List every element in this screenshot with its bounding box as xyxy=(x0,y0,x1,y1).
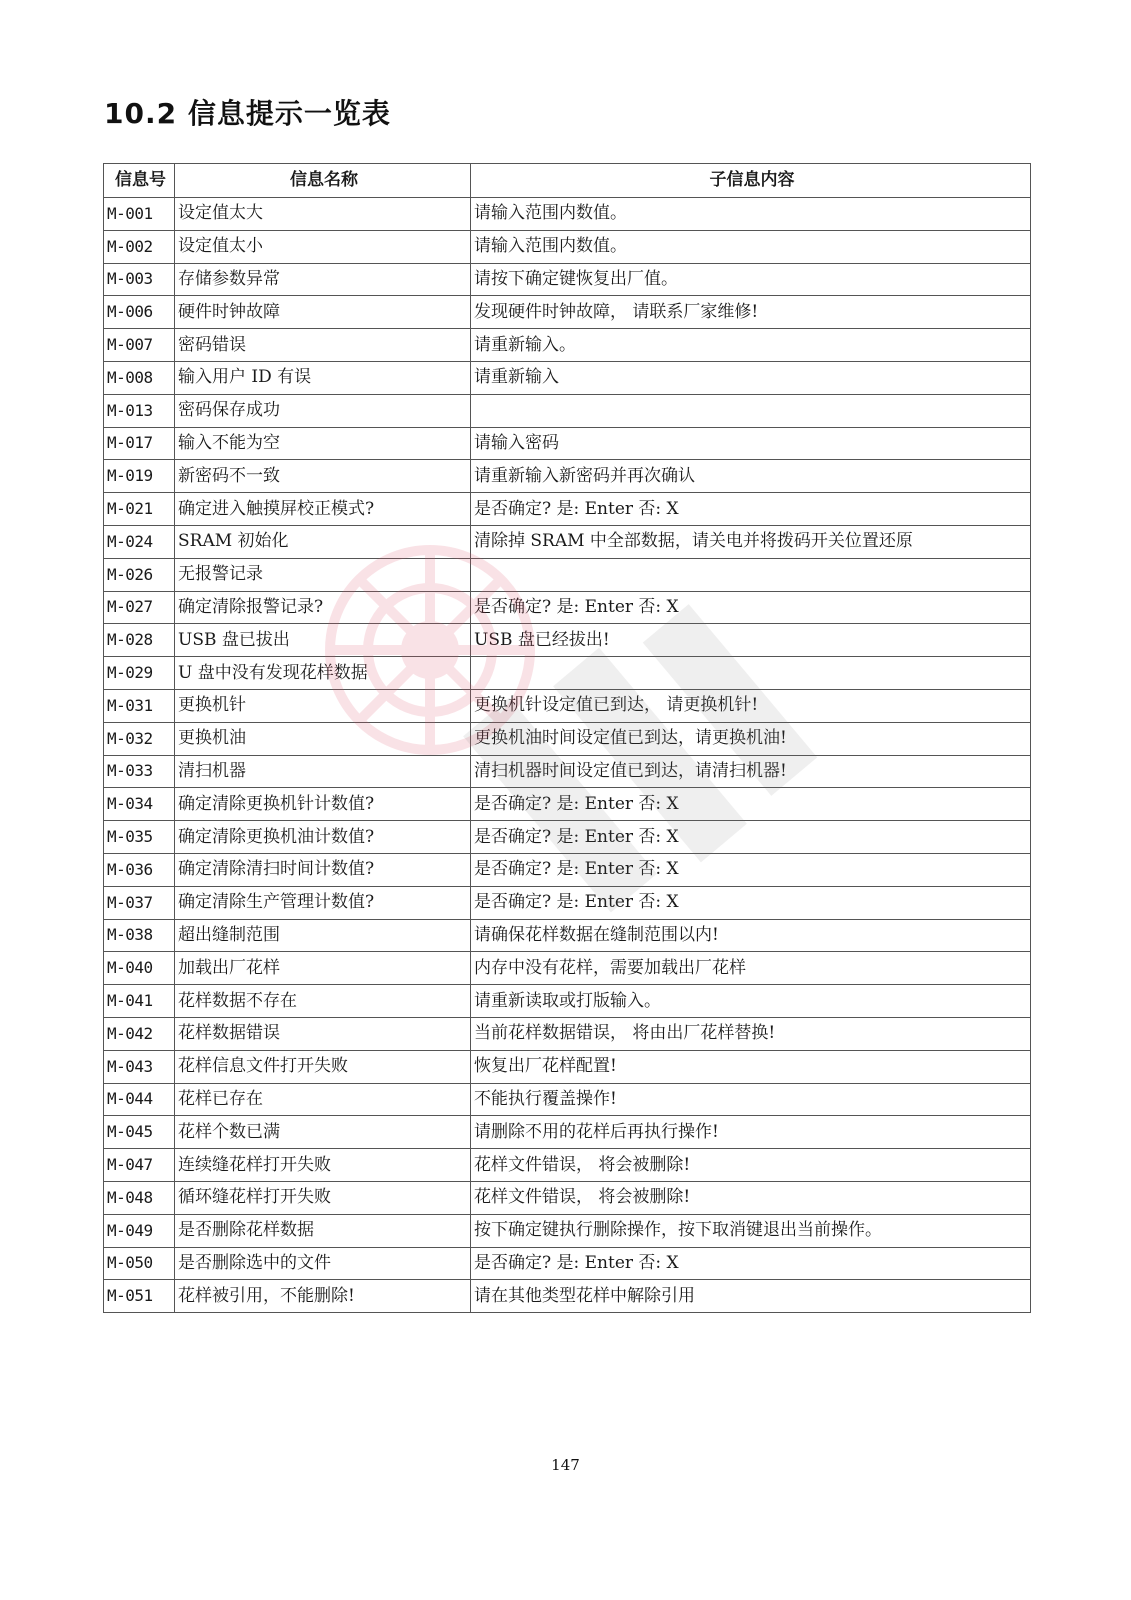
table-row xyxy=(104,263,1031,296)
sub-message-cell: 更换机针设定值已到达， 请更换机针! xyxy=(471,689,1031,722)
table-row xyxy=(104,1247,1031,1280)
header-message-code: 信息号 xyxy=(104,164,175,198)
table-row xyxy=(104,853,1031,886)
message-code-cell: M-034 xyxy=(104,788,175,821)
table-row xyxy=(104,1017,1031,1050)
message-name-cell: 花样数据错误 xyxy=(175,1017,471,1050)
section-title: 10.2 信息提示一览表 xyxy=(104,97,391,130)
sub-message-cell: 恢复出厂花样配置! xyxy=(471,1050,1031,1083)
sub-message-cell: 请重新读取或打版输入。 xyxy=(471,985,1031,1018)
sub-message-cell: 请确保花样数据在缝制范围以内! xyxy=(471,919,1031,952)
message-code-cell: M-019 xyxy=(104,460,175,493)
table-row xyxy=(104,624,1031,657)
message-code-cell: M-017 xyxy=(104,427,175,460)
message-code-cell: M-047 xyxy=(104,1149,175,1182)
message-code-cell: M-037 xyxy=(104,886,175,919)
page-number: 147 xyxy=(551,1456,580,1474)
sub-message-cell: 请删除不用的花样后再执行操作! xyxy=(471,1116,1031,1149)
sub-message-cell: 清扫机器时间设定值已到达，请清扫机器! xyxy=(471,755,1031,788)
sub-message-cell xyxy=(471,394,1031,427)
sub-message-cell: 不能执行覆盖操作! xyxy=(471,1083,1031,1116)
message-code-cell: M-033 xyxy=(104,755,175,788)
table-row xyxy=(104,198,1031,231)
table-row xyxy=(104,886,1031,919)
message-code-cell: M-032 xyxy=(104,722,175,755)
header-message-name: 信息名称 xyxy=(175,164,471,198)
message-code-cell: M-006 xyxy=(104,296,175,329)
sub-message-cell: 更换机油时间设定值已到达，请更换机油! xyxy=(471,722,1031,755)
sub-message-cell: 清除掉 SRAM 中全部数据，请关电并将拨码开关位置还原 xyxy=(471,525,1031,558)
table-row xyxy=(104,821,1031,854)
message-code-cell: M-044 xyxy=(104,1083,175,1116)
sub-message-cell: 是否确定? 是: Enter 否: X xyxy=(471,493,1031,526)
sub-message-cell: 请输入范围内数值。 xyxy=(471,198,1031,231)
table-row xyxy=(104,427,1031,460)
table-row xyxy=(104,755,1031,788)
table-row xyxy=(104,1050,1031,1083)
message-name-cell: 确定清除生产管理计数值? xyxy=(175,886,471,919)
message-name-cell: 输入用户 ID 有误 xyxy=(175,361,471,394)
message-name-cell: 确定进入触摸屏校正模式? xyxy=(175,493,471,526)
message-name-cell: 花样个数已满 xyxy=(175,1116,471,1149)
message-name-cell: 设定值太大 xyxy=(175,198,471,231)
message-code-cell: M-042 xyxy=(104,1017,175,1050)
table-row xyxy=(104,525,1031,558)
message-code-cell: M-045 xyxy=(104,1116,175,1149)
table-row xyxy=(104,1181,1031,1214)
message-name-cell: 连续缝花样打开失败 xyxy=(175,1149,471,1182)
message-code-cell: M-043 xyxy=(104,1050,175,1083)
sub-message-cell: 花样文件错误， 将会被删除! xyxy=(471,1181,1031,1214)
message-name-cell: 确定清除更换机油计数值? xyxy=(175,821,471,854)
sub-message-cell xyxy=(471,558,1031,591)
table-header-row xyxy=(104,164,1031,198)
sub-message-cell: 是否确定? 是: Enter 否: X xyxy=(471,853,1031,886)
message-code-cell: M-051 xyxy=(104,1280,175,1313)
message-code-cell: M-050 xyxy=(104,1247,175,1280)
sub-message-cell: 请输入范围内数值。 xyxy=(471,230,1031,263)
message-name-cell: USB 盘已拔出 xyxy=(175,624,471,657)
sub-message-cell: 是否确定? 是: Enter 否: X xyxy=(471,788,1031,821)
message-code-cell: M-038 xyxy=(104,919,175,952)
sub-message-cell: 是否确定? 是: Enter 否: X xyxy=(471,886,1031,919)
table-row xyxy=(104,361,1031,394)
message-name-cell: 密码保存成功 xyxy=(175,394,471,427)
sub-message-cell: 是否确定? 是: Enter 否: X xyxy=(471,821,1031,854)
message-code-cell: M-024 xyxy=(104,525,175,558)
sub-message-cell: 请重新输入 xyxy=(471,361,1031,394)
table-row xyxy=(104,230,1031,263)
message-code-cell: M-001 xyxy=(104,198,175,231)
table-row xyxy=(104,657,1031,690)
message-code-cell: M-027 xyxy=(104,591,175,624)
table-row xyxy=(104,689,1031,722)
message-code-cell: M-029 xyxy=(104,657,175,690)
sub-message-cell: 按下确定键执行删除操作，按下取消键退出当前操作。 xyxy=(471,1214,1031,1247)
message-name-cell: SRAM 初始化 xyxy=(175,525,471,558)
table-row xyxy=(104,558,1031,591)
sub-message-cell xyxy=(471,657,1031,690)
message-code-cell: M-041 xyxy=(104,985,175,1018)
message-name-cell: 设定值太小 xyxy=(175,230,471,263)
table-row xyxy=(104,919,1031,952)
table-body xyxy=(104,198,1031,1313)
message-name-cell: 超出缝制范围 xyxy=(175,919,471,952)
message-name-cell: 密码错误 xyxy=(175,329,471,362)
message-code-cell: M-035 xyxy=(104,821,175,854)
table-row xyxy=(104,394,1031,427)
table-row xyxy=(104,493,1031,526)
message-name-cell: 清扫机器 xyxy=(175,755,471,788)
table-row xyxy=(104,591,1031,624)
table-row xyxy=(104,1149,1031,1182)
table-row xyxy=(104,788,1031,821)
message-code-cell: M-031 xyxy=(104,689,175,722)
sub-message-cell: 请在其他类型花样中解除引用 xyxy=(471,1280,1031,1313)
message-name-cell: 无报警记录 xyxy=(175,558,471,591)
message-name-cell: 是否删除花样数据 xyxy=(175,1214,471,1247)
message-name-cell: 更换机针 xyxy=(175,689,471,722)
table-row xyxy=(104,722,1031,755)
sub-message-cell: 发现硬件时钟故障， 请联系厂家维修! xyxy=(471,296,1031,329)
message-code-cell: M-036 xyxy=(104,853,175,886)
sub-message-cell: 内存中没有花样，需要加载出厂花样 xyxy=(471,952,1031,985)
message-code-cell: M-002 xyxy=(104,230,175,263)
table-row xyxy=(104,296,1031,329)
table-row xyxy=(104,985,1031,1018)
sub-message-cell: 请输入密码 xyxy=(471,427,1031,460)
message-name-cell: 输入不能为空 xyxy=(175,427,471,460)
table-row xyxy=(104,952,1031,985)
sub-message-cell: 请按下确定键恢复出厂值。 xyxy=(471,263,1031,296)
table-row xyxy=(104,1116,1031,1149)
message-code-cell: M-026 xyxy=(104,558,175,591)
message-code-cell: M-003 xyxy=(104,263,175,296)
sub-message-cell: USB 盘已经拔出! xyxy=(471,624,1031,657)
message-code-cell: M-007 xyxy=(104,329,175,362)
message-name-cell: 是否删除选中的文件 xyxy=(175,1247,471,1280)
message-code-cell: M-028 xyxy=(104,624,175,657)
message-name-cell: 花样被引用，不能删除! xyxy=(175,1280,471,1313)
message-code-cell: M-021 xyxy=(104,493,175,526)
message-name-cell: 加载出厂花样 xyxy=(175,952,471,985)
table-row xyxy=(104,460,1031,493)
message-name-cell: 花样已存在 xyxy=(175,1083,471,1116)
sub-message-cell: 当前花样数据错误， 将由出厂花样替换! xyxy=(471,1017,1031,1050)
message-name-cell: 更换机油 xyxy=(175,722,471,755)
message-table xyxy=(103,163,1031,1313)
table-row xyxy=(104,1214,1031,1247)
message-code-cell: M-008 xyxy=(104,361,175,394)
message-name-cell: U 盘中没有发现花样数据 xyxy=(175,657,471,690)
message-name-cell: 存储参数异常 xyxy=(175,263,471,296)
table-row xyxy=(104,1083,1031,1116)
message-name-cell: 花样数据不存在 xyxy=(175,985,471,1018)
message-code-cell: M-049 xyxy=(104,1214,175,1247)
sub-message-cell: 是否确定? 是: Enter 否: X xyxy=(471,1247,1031,1280)
table-row xyxy=(104,1280,1031,1313)
message-name-cell: 花样信息文件打开失败 xyxy=(175,1050,471,1083)
message-name-cell: 循环缝花样打开失败 xyxy=(175,1181,471,1214)
message-name-cell: 硬件时钟故障 xyxy=(175,296,471,329)
message-code-cell: M-013 xyxy=(104,394,175,427)
message-name-cell: 新密码不一致 xyxy=(175,460,471,493)
sub-message-cell: 花样文件错误， 将会被删除! xyxy=(471,1149,1031,1182)
sub-message-cell: 请重新输入新密码并再次确认 xyxy=(471,460,1031,493)
message-code-cell: M-040 xyxy=(104,952,175,985)
sub-message-cell: 请重新输入。 xyxy=(471,329,1031,362)
table-row xyxy=(104,329,1031,362)
header-sub-message: 子信息内容 xyxy=(471,164,1031,198)
message-name-cell: 确定清除清扫时间计数值? xyxy=(175,853,471,886)
message-code-cell: M-048 xyxy=(104,1181,175,1214)
sub-message-cell: 是否确定? 是: Enter 否: X xyxy=(471,591,1031,624)
message-name-cell: 确定清除更换机针计数值? xyxy=(175,788,471,821)
message-name-cell: 确定清除报警记录? xyxy=(175,591,471,624)
